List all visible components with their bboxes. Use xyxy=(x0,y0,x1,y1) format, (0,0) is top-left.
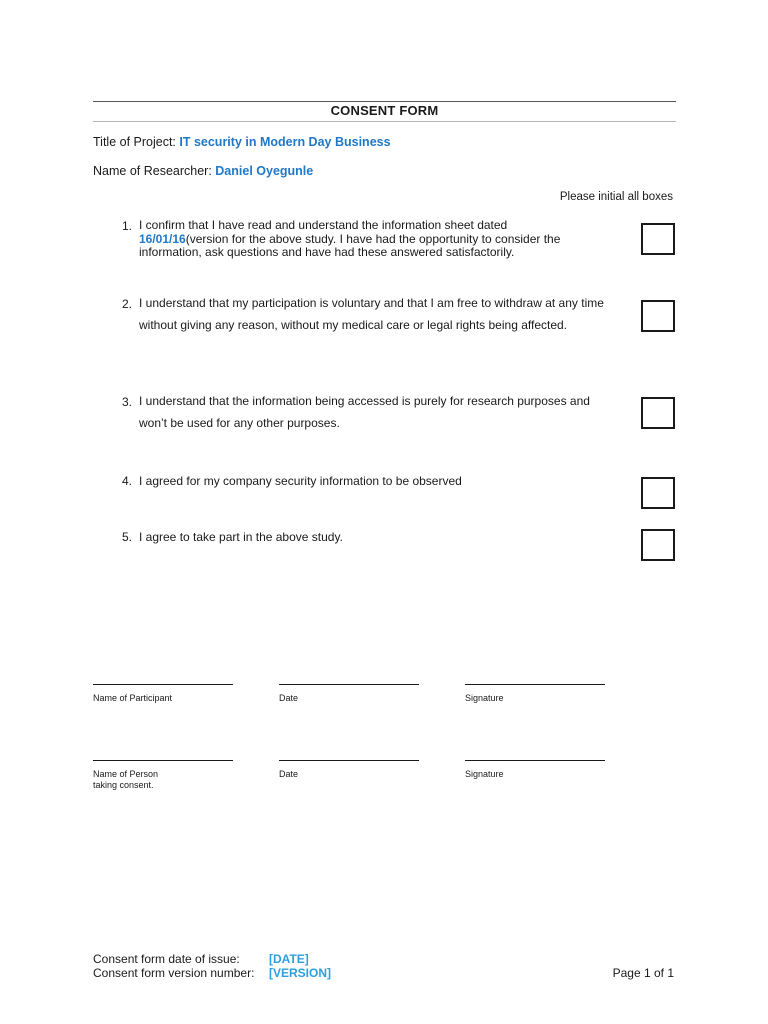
project-title-line xyxy=(93,135,391,149)
statement-number: 2. xyxy=(121,297,132,311)
statement-text-rest: (version for the above study. I have had the opportunity to consider the information, ask questions and have had these answered satisfactorily. xyxy=(139,231,561,259)
consent-taker-date-line[interactable] xyxy=(279,760,419,761)
participant-signature-field xyxy=(465,684,605,704)
researcher-label: Name of Researcher: xyxy=(93,164,216,178)
consent-taker-signature-label: Signature xyxy=(465,769,504,779)
initial-box-3[interactable] xyxy=(641,397,675,429)
statement-text: I understand that my participation is voluntary and that I am free to withdraw at any time without giving any reason, without my medical care or legal rights being affected. xyxy=(139,296,604,332)
initial-box-2[interactable] xyxy=(641,300,675,332)
statement-number: 3. xyxy=(121,395,132,409)
issue-date-value: [DATE] xyxy=(269,952,309,966)
statement-text: I agreed for my company security information to be observed xyxy=(139,474,462,488)
participant-signature-label: Signature xyxy=(465,693,504,703)
participant-name-label: Name of Participant xyxy=(93,693,173,703)
title-underline xyxy=(93,121,676,122)
participant-date-field xyxy=(279,684,419,704)
statement-text: I understand that the information being accessed is purely for research purposes and won’t be used for any other purposes. xyxy=(139,394,590,430)
page-number: Page 1 of 1 xyxy=(612,966,674,980)
consent-taker-signature-line[interactable] xyxy=(465,760,605,761)
consent-taker-signature-field xyxy=(465,760,605,780)
project-title-value: IT security in Modern Day Business xyxy=(179,135,391,149)
info-sheet-date: 16/01/16 xyxy=(139,231,186,246)
initial-box-4[interactable] xyxy=(641,477,675,509)
consent-taker-label-line2: taking consent. xyxy=(93,780,154,790)
initial-instruction: Please initial all boxes xyxy=(559,191,673,203)
version-value: [VERSION] xyxy=(269,966,332,980)
consent-taker-date-label: Date xyxy=(279,769,299,779)
consent-taker-name-field xyxy=(93,760,233,791)
statement-number: 5. xyxy=(121,530,132,544)
statement-number: 1. xyxy=(121,219,132,233)
participant-date-line[interactable] xyxy=(279,684,419,685)
initial-box-5[interactable] xyxy=(641,529,675,561)
participant-name-line[interactable] xyxy=(93,684,233,685)
consent-taker-name-line[interactable] xyxy=(93,760,233,761)
consent-taker-name-label xyxy=(93,769,233,791)
researcher-line xyxy=(93,164,313,178)
participant-date-label: Date xyxy=(279,693,299,703)
form-title: CONSENT FORM xyxy=(330,103,439,118)
consent-taker-label-line1: Name of Person xyxy=(93,769,159,779)
participant-name-field xyxy=(93,684,233,704)
version-label: Consent form version number: xyxy=(93,966,255,980)
statement-text-start: I confirm that I have read and understand the information sheet dated xyxy=(139,218,508,232)
statement-text: I agree to take part in the above study. xyxy=(139,530,343,544)
statement-number: 4. xyxy=(121,474,132,488)
participant-signature-line[interactable] xyxy=(465,684,605,685)
statement-text xyxy=(139,219,617,260)
issue-date-label: Consent form date of issue: xyxy=(93,952,240,966)
consent-taker-date-field xyxy=(279,760,419,780)
initial-box-1[interactable] xyxy=(641,223,675,255)
researcher-name: Daniel Oyegunle xyxy=(215,164,314,178)
top-rule xyxy=(93,101,676,102)
project-title-label: Title of Project: xyxy=(93,135,180,149)
